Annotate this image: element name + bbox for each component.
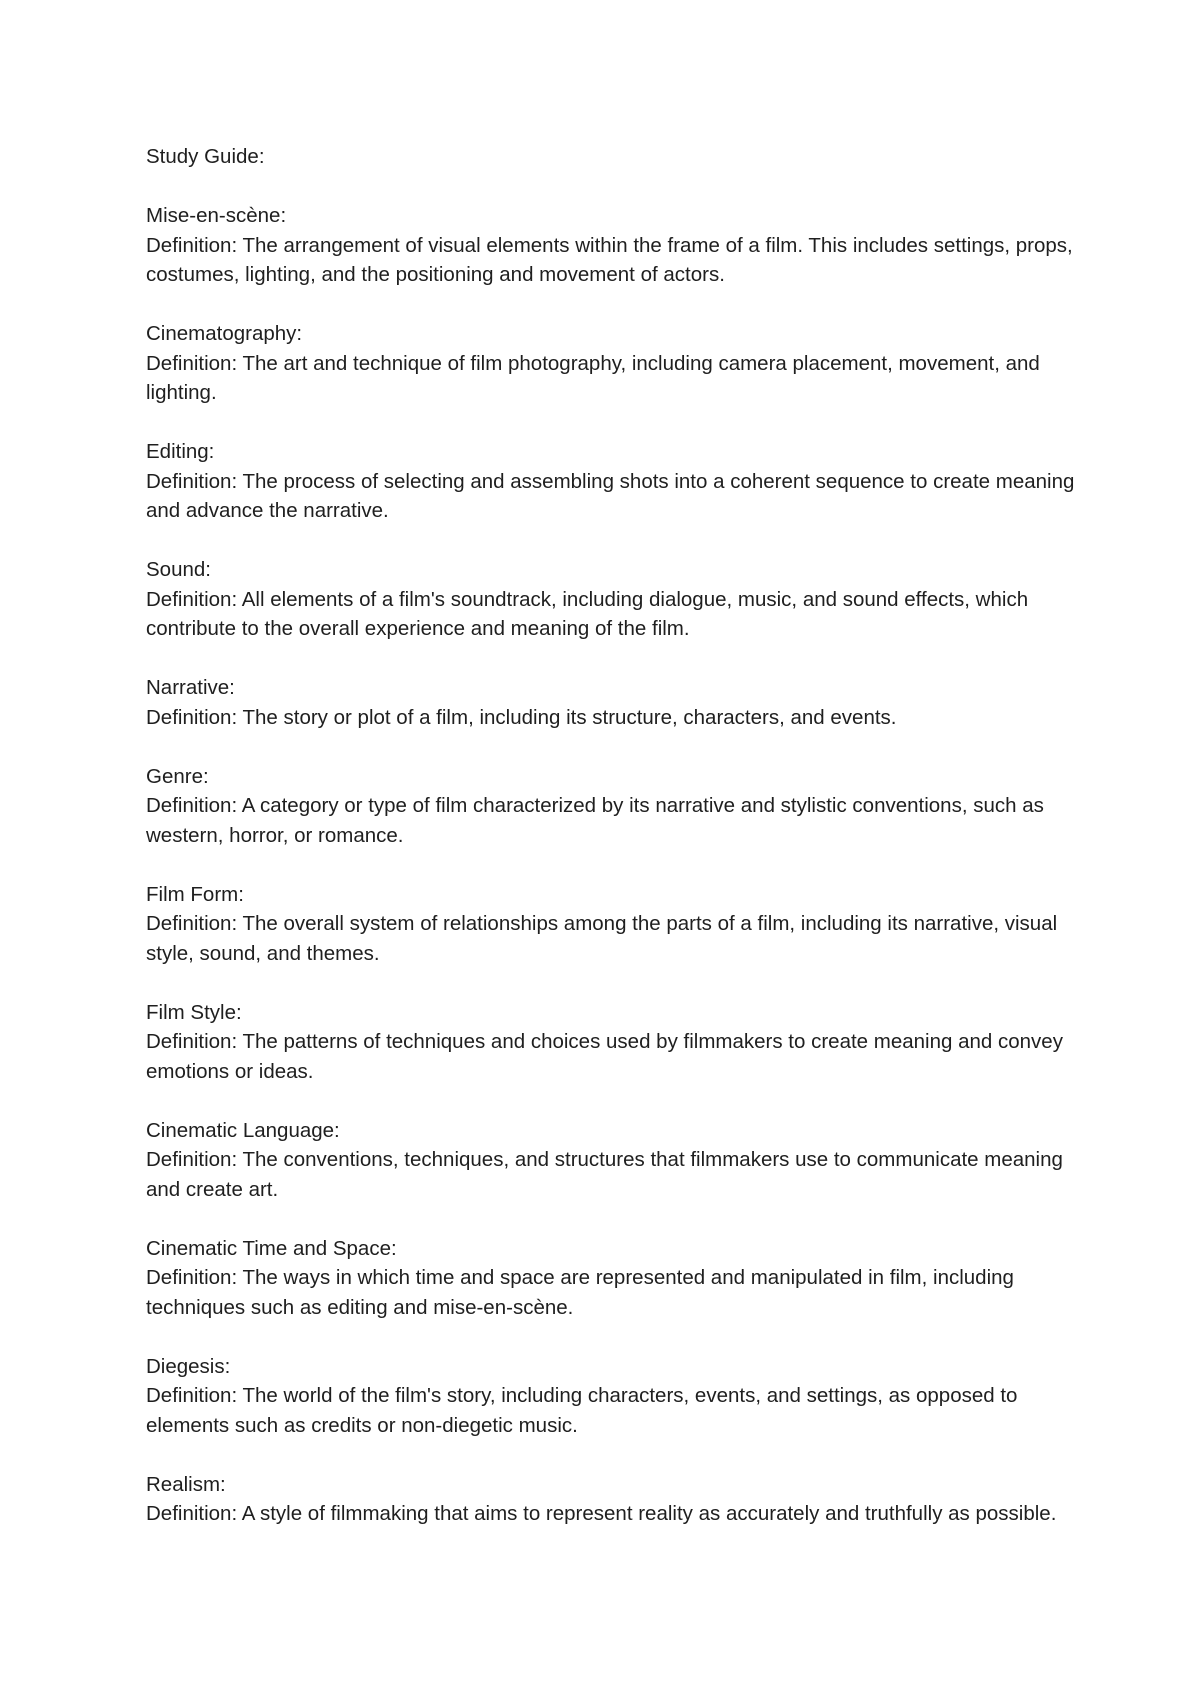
glossary-entry <box>146 1116 1076 1205</box>
entry-term: Cinematic Language: <box>146 1118 340 1142</box>
entry-term: Sound: <box>146 558 211 581</box>
page-title: Study Guide: <box>146 145 265 168</box>
glossary-entry <box>146 880 1076 969</box>
glossary-entry <box>146 762 1076 851</box>
entry-term: Narrative: <box>146 676 235 699</box>
entry-term: Mise-en-scène: <box>146 204 287 227</box>
entry-term: Cinematic Time and Space: <box>146 1236 397 1260</box>
entry-definition: Definition: The conventions, techniques, and structures that filmmakers use to communicate meaning and create art. <box>146 1148 1063 1201</box>
entry-definition: Definition: The overall system of relationships among the parts of a film, including its narrative, visual style, sound, and themes. <box>146 912 1058 965</box>
entry-definition: Definition: The art and technique of film photography, including camera placement, movement, and lighting. <box>146 351 1040 404</box>
entry-term: Film Form: <box>146 882 244 906</box>
document-body <box>146 142 1076 1558</box>
entry-term: Editing: <box>146 440 215 463</box>
entry-definition: Definition: A category or type of film characterized by its narrative and stylistic conventions, such as western, horror, or romance. <box>146 794 1044 847</box>
glossary-entry <box>146 1234 1076 1323</box>
entry-definition: Definition: The patterns of techniques and choices used by filmmakers to create meaning and convey emotions or ideas. <box>146 1030 1063 1083</box>
glossary-entry <box>146 998 1076 1087</box>
glossary-entry <box>146 437 1076 526</box>
entry-definition: Definition: A style of filmmaking that aims to represent reality as accurately and truthfully as possible. <box>146 1502 1057 1525</box>
entry-term: Genre: <box>146 764 209 788</box>
entry-term: Cinematography: <box>146 322 303 345</box>
glossary-entry <box>146 1352 1076 1441</box>
glossary-entry <box>146 1470 1076 1529</box>
entry-definition: Definition: The story or plot of a film, including its structure, characters, and events. <box>146 705 897 729</box>
entry-definition: Definition: All elements of a film's soundtrack, including dialogue, music, and sound effects, which contribute to the overall experience and meaning of the film. <box>146 587 1029 640</box>
entry-term: Diegesis: <box>146 1354 231 1378</box>
glossary-entry <box>146 673 1076 732</box>
entry-definition: Definition: The arrangement of visual elements within the frame of a film. This includes settings, props, costumes, lighting, and the positioning and movement of actors. <box>146 233 1073 286</box>
glossary-entry <box>146 201 1076 290</box>
glossary-entry <box>146 555 1076 644</box>
entry-definition: Definition: The process of selecting and assembling shots into a coherent sequence to create meaning and advance the narrative. <box>146 469 1075 522</box>
entry-term: Realism: <box>146 1472 226 1496</box>
entry-term: Film Style: <box>146 1000 242 1024</box>
glossary-entry <box>146 319 1076 408</box>
entry-definition: Definition: The world of the film's story, including characters, events, and settings, as opposed to elements such as credits or non-diegetic music. <box>146 1384 1018 1437</box>
entry-definition: Definition: The ways in which time and space are represented and manipulated in film, including techniques such as editing and mise-en-scène. <box>146 1266 1014 1319</box>
